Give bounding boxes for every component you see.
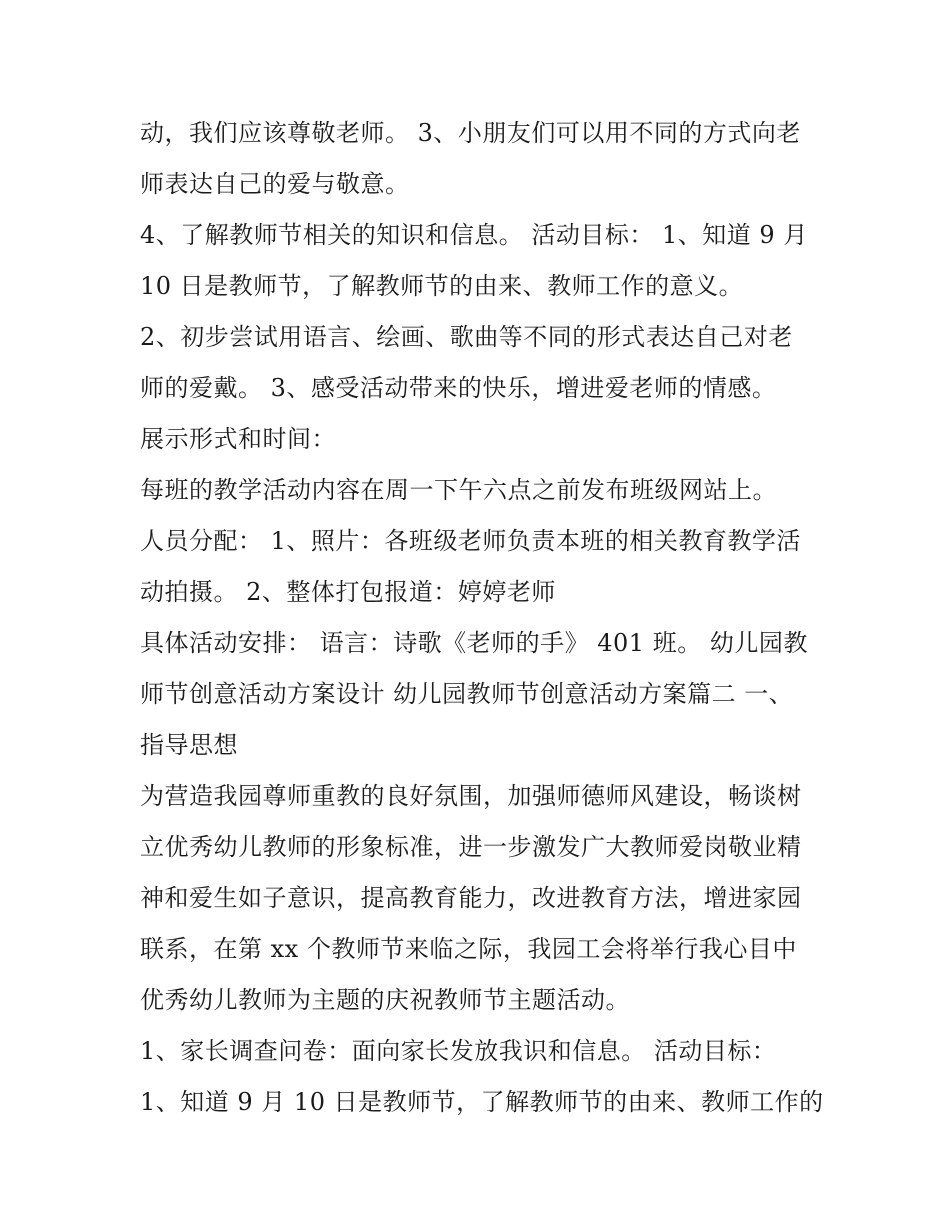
text-line: 动，我们应该尊敬老师。 3、小朋友们可以用不同的方式向老 bbox=[140, 119, 801, 147]
text-line: 2、初步尝试用语言、绘画、歌曲等不同的形式表达自己对老 bbox=[140, 323, 793, 351]
text-line: 联系，在第 xx 个教师节来临之际，我园工会将举行我心目中 bbox=[140, 935, 797, 963]
text-line: 每班的教学活动内容在周一下午六点之前发布班级网站上。 bbox=[140, 476, 777, 504]
text-line: 立优秀幼儿教师的形象标准，进一步激发广大教师爱岗敬业精 bbox=[140, 833, 802, 861]
text-line: 人员分配： 1、照片：各班级老师负责本班的相关教育教学活 bbox=[140, 527, 801, 555]
text-line: 为营造我园尊师重教的良好氛围，加强师德师风建设，畅谈树 bbox=[140, 782, 802, 810]
text-line: 具体活动安排： 语言：诗歌《老师的手》 401 班。 幼儿园教 bbox=[140, 629, 808, 657]
text-line: 10 日是教师节，了解教师节的由来、教师工作的意义。 bbox=[140, 272, 744, 300]
section-heading: 展示形式和时间： bbox=[140, 425, 336, 453]
text-line: 师节创意活动方案设计 幼儿园教师节创意活动方案篇二 一、 bbox=[140, 680, 794, 708]
document-body bbox=[140, 108, 830, 1128]
text-line: 4、了解教师节相关的知识和信息。 活动目标： 1、知道 9 月 bbox=[140, 221, 808, 249]
text-line: 1、家长调查问卷：面向家长发放我识和信息。 活动目标： bbox=[140, 1037, 777, 1065]
text-line: 师的爱戴。 3、感受活动带来的快乐，增进爱老师的情感。 bbox=[140, 374, 777, 402]
section-heading: 指导思想 bbox=[140, 731, 238, 759]
text-line: 师表达自己的爱与敬意。 bbox=[140, 170, 410, 198]
text-line: 神和爱生如子意识，提高教育能力，改进教育方法，增进家园 bbox=[140, 884, 802, 912]
text-line: 动拍摄。 2、整体打包报道：婷婷老师 bbox=[140, 578, 556, 606]
text-line: 优秀幼儿教师为主题的庆祝教师节主题活动。 bbox=[140, 986, 630, 1014]
text-line: 1、知道 9 月 10 日是教师节，了解教师节的由来、教师工作的 bbox=[140, 1088, 824, 1116]
